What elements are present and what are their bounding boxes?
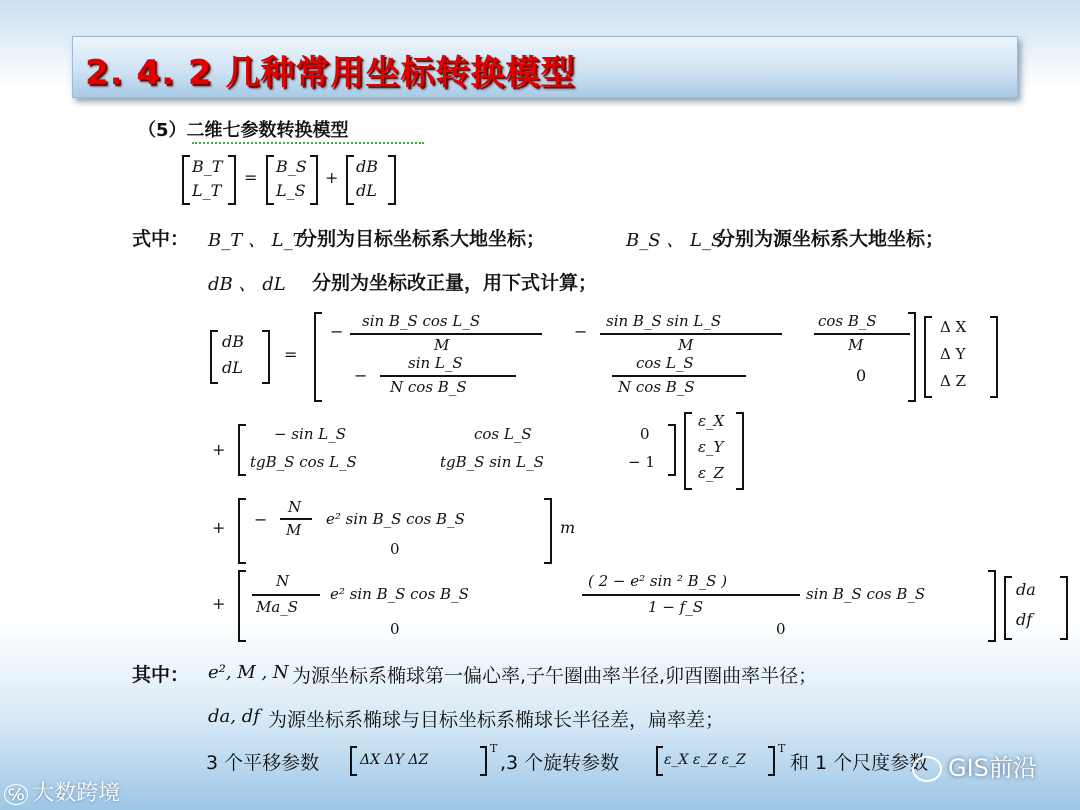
m1-vec-2: Δ Y xyxy=(940,345,966,363)
line1-text1: 分别为目标坐标系大地坐标； xyxy=(298,228,546,250)
formula-lhs-2: dL xyxy=(222,358,243,377)
m4-c1-den: Ma_S xyxy=(256,598,299,616)
notes-n2-text: 为源坐标系椭球与目标坐标系椭球长半径差，扁率差； xyxy=(268,709,725,731)
m3-den: M xyxy=(286,521,302,539)
m1-r1c2-den: M xyxy=(678,336,694,354)
m4-r2c1: 0 xyxy=(390,620,400,638)
m4-r2c2: 0 xyxy=(776,620,786,638)
notes-n3-b: ,3 个旋转参数 xyxy=(500,752,620,774)
notes-n3-a: 3 个平移参数 xyxy=(206,752,320,774)
m1-r2c1-num: sin L_S xyxy=(408,354,463,372)
line2-text: 分别为坐标改正量，用下式计算； xyxy=(312,272,598,294)
eq1-lhs-2: L_T xyxy=(192,181,222,200)
m1-r1c3-den: M xyxy=(848,336,864,354)
line1-text2: 分别为源坐标系大地坐标； xyxy=(716,228,945,250)
notes-n3-vec2: ε_X ε_Z ε_Z xyxy=(664,752,746,768)
m2-vec-3: ε_Z xyxy=(698,464,724,482)
section-subtitle: （5）二维七参数转换模型 xyxy=(138,120,349,141)
m1-r2c1-den: N cos B_S xyxy=(390,378,467,396)
m1-r2c2-num: cos L_S xyxy=(636,354,694,372)
watermark-right: GIS前沿 xyxy=(912,748,1037,783)
line1-var1: B_T 、 L_T xyxy=(208,230,305,251)
m4-c1-num: N xyxy=(276,572,290,590)
watermark-logo-icon: ℅ xyxy=(4,784,28,805)
slide-title: 2. 4. 2 几种常用坐标转换模型 xyxy=(85,53,576,93)
m2-r2c3: − 1 xyxy=(628,453,655,471)
m3-factor: m xyxy=(560,518,576,537)
m1-r2c2-den: N cos B_S xyxy=(618,378,695,396)
eq1-mid-1: B_S xyxy=(276,157,307,176)
m3-rest: e² sin B_S cos B_S xyxy=(326,510,465,528)
m4-c2-num: ( 2 − e² sin ² B_S ) xyxy=(588,572,728,590)
notes-n1-vars: e², M , N xyxy=(208,662,289,683)
watermark-left: ℅ 大数跨境 xyxy=(4,776,120,807)
m1-vec-3: Δ Z xyxy=(940,372,967,390)
wechat-icon xyxy=(912,756,942,782)
m1-r1c1-num: sin B_S cos L_S xyxy=(362,312,481,330)
m3-r2: 0 xyxy=(390,540,400,558)
m1-r1c2-num: sin B_S sin L_S xyxy=(606,312,722,330)
m2-r2c2: tgB_S sin L_S xyxy=(440,453,544,471)
m2-vec-1: ε_X xyxy=(698,412,725,430)
eq1-rhs-1: dB xyxy=(356,157,378,176)
m4-c1-rest: e² sin B_S cos B_S xyxy=(330,585,469,603)
m1-r2c3: 0 xyxy=(856,366,867,385)
m1-r1c3-num: cos B_S xyxy=(818,312,877,330)
spellcheck-underline xyxy=(192,139,424,144)
formula-lhs-1: dB xyxy=(222,332,244,351)
notes-n3-c: 和 1 个尺度参数 xyxy=(790,752,929,774)
notes-prefix: 其中： xyxy=(132,664,190,686)
m1-vec-1: Δ X xyxy=(940,318,967,336)
m3-num: N xyxy=(288,498,302,516)
m4-c2-den: 1 − f_S xyxy=(648,598,703,616)
eq1-mid-2: L_S xyxy=(276,181,306,200)
line1-prefix: 式中： xyxy=(132,228,190,250)
m2-r2c1: tgB_S cos L_S xyxy=(250,453,357,471)
notes-n3-vec1: ΔX ΔY ΔZ xyxy=(360,752,429,768)
title-bar xyxy=(72,36,1018,98)
notes-n1-text: 为源坐标系椭球第一偏心率,子午圈曲率半径,卯酉圈曲率半径； xyxy=(292,665,818,687)
notes-n2-vars: da, df xyxy=(208,706,260,727)
m2-vec-2: ε_Y xyxy=(698,438,724,456)
m2-r1c2: cos L_S xyxy=(474,425,532,443)
m4-vec-2: df xyxy=(1016,610,1033,629)
eq1-rhs-2: dL xyxy=(356,181,377,200)
m2-r1c1: − sin L_S xyxy=(274,425,346,443)
m4-vec-1: da xyxy=(1016,580,1036,599)
eq1-lhs-1: B_T xyxy=(192,157,223,176)
m2-r1c3: 0 xyxy=(640,425,650,443)
line2-vars: dB 、 dL xyxy=(208,274,286,295)
m1-r1c1-den: M xyxy=(434,336,450,354)
line1-var2: B_S 、 L_S xyxy=(626,230,724,251)
m4-c2-rest: sin B_S cos B_S xyxy=(806,585,926,603)
